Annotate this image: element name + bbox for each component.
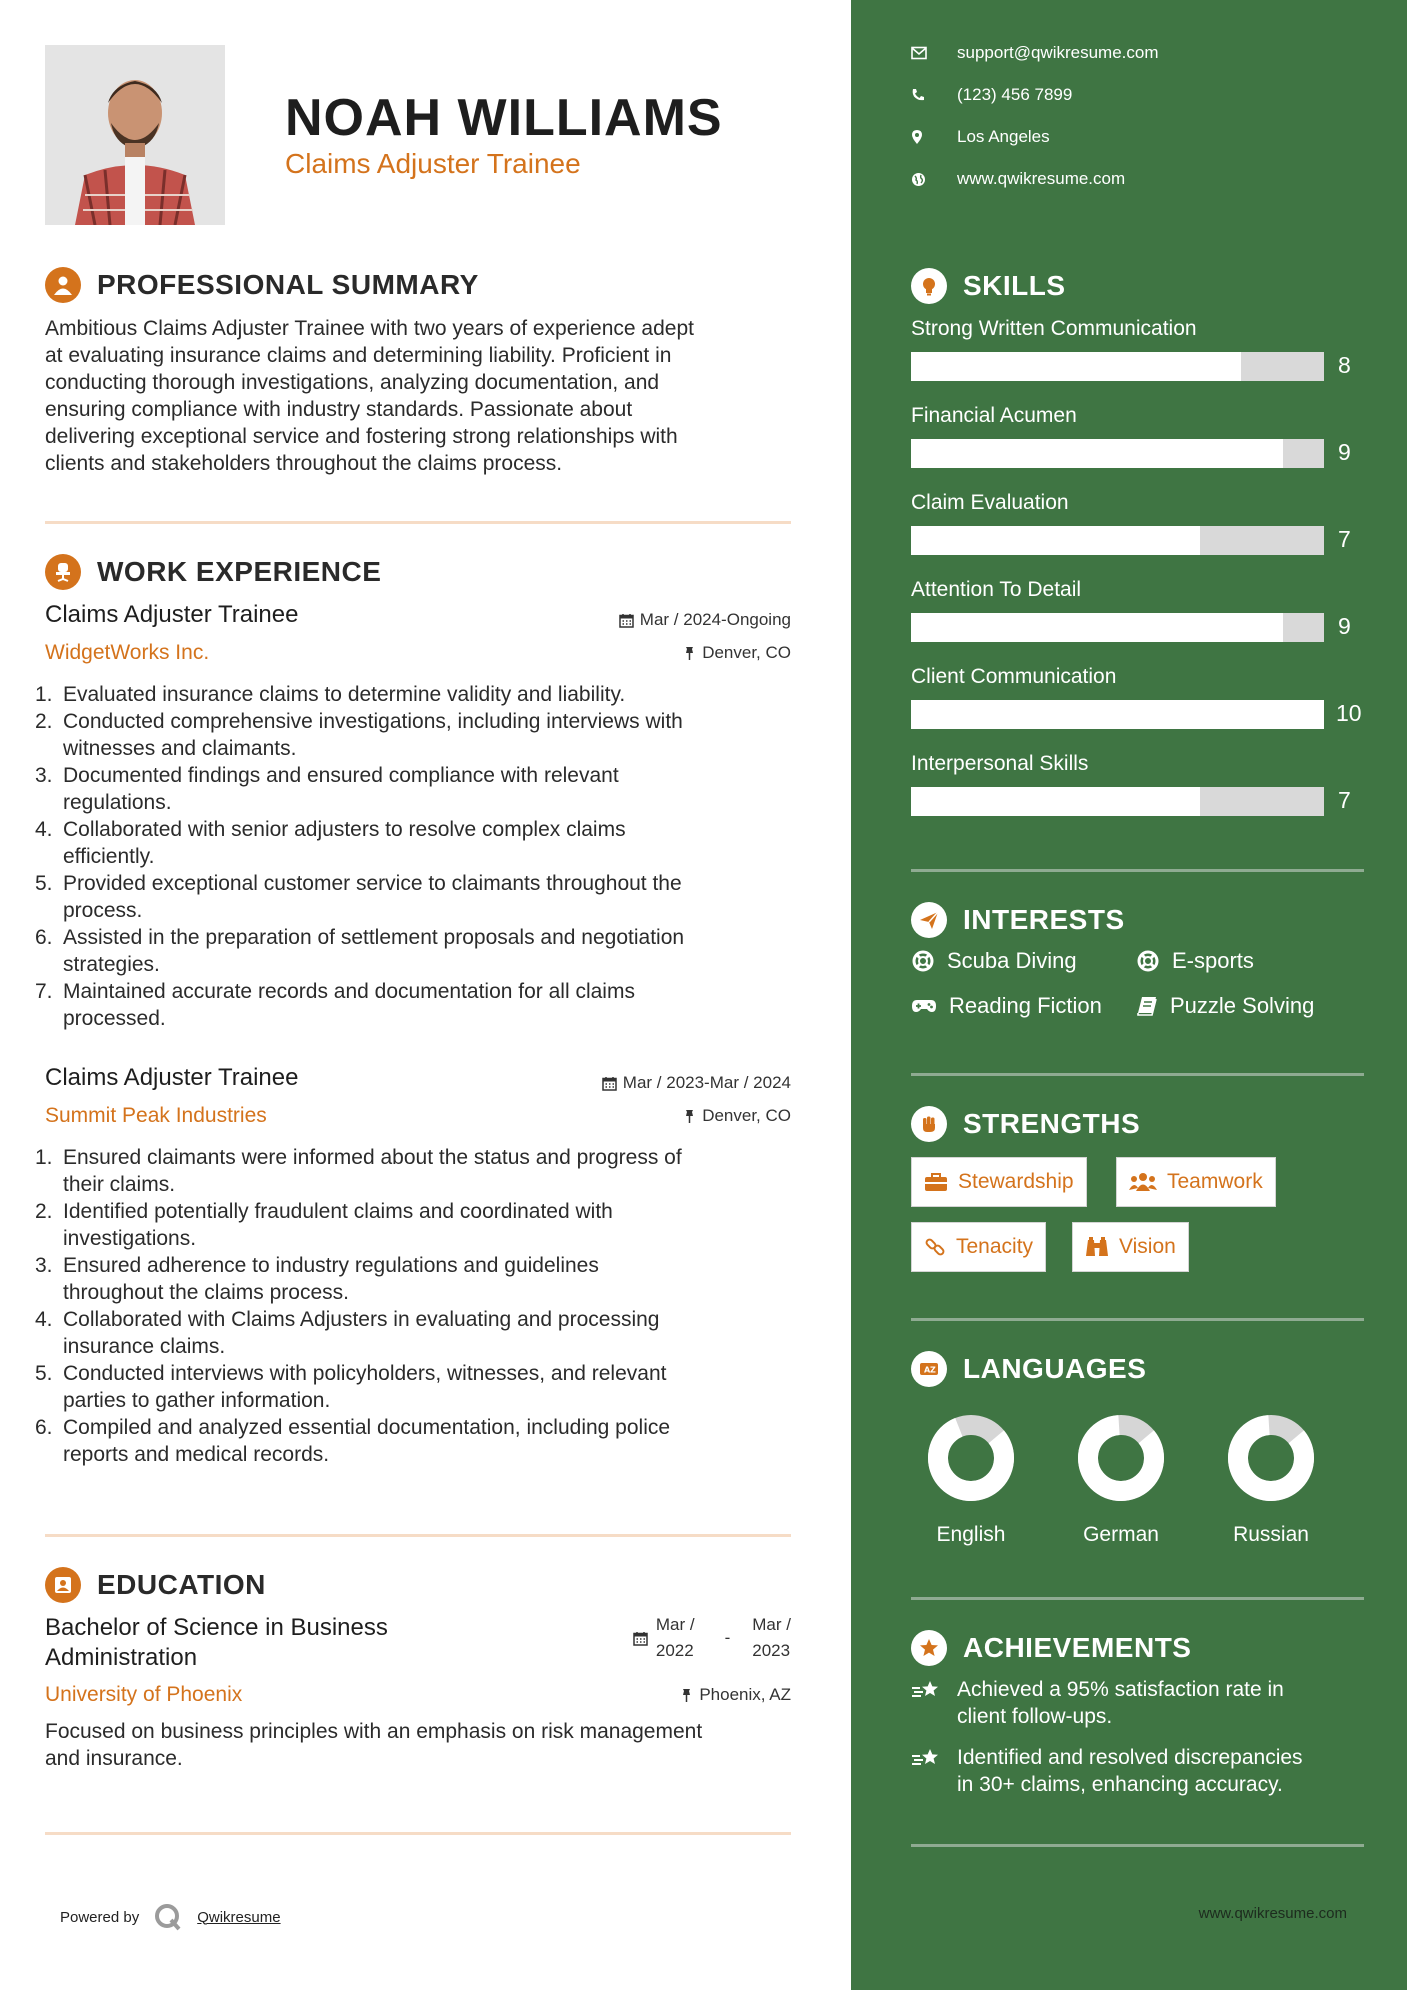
experience-header (45, 554, 381, 590)
achievement-line: Achieved a 95% satisfaction rate in (957, 1678, 1284, 1701)
svg-text:Z: Z (930, 1365, 936, 1375)
divider (911, 1318, 1364, 1321)
book-icon (1136, 995, 1158, 1017)
list-item: 6. Assisted in the preparation of settlement proposals and negotiation strategies. (35, 926, 685, 976)
paper-plane-icon (911, 902, 947, 938)
skill-bar-fill (911, 787, 1200, 816)
skills-heading: SKILLS (963, 270, 1066, 301)
education-location-text: Phoenix, AZ (699, 1685, 791, 1704)
list-item: 1. Evaluated insurance claims to determine validity and liability. (35, 683, 626, 706)
education-dates (633, 1612, 791, 1664)
job-duties (35, 681, 795, 1032)
education-end: Mar / 2023 (752, 1615, 791, 1660)
candidate-title: Claims Adjuster Trainee (285, 148, 581, 179)
job-company: Summit Peak Industries (45, 1104, 267, 1127)
list-item: 5. Provided exceptional customer service to claimants throughout the process. (35, 872, 682, 922)
achievements-header (911, 1630, 1191, 1666)
strength-label: Stewardship (958, 1170, 1074, 1193)
summary-header (45, 267, 479, 303)
language-name: English (936, 1523, 1006, 1546)
job-role: Claims Adjuster Trainee (45, 1064, 299, 1091)
list-item: 6. Compiled and analyzed essential documentation, including police reports and medical records. (35, 1416, 671, 1466)
degree-line: Administration (45, 1644, 198, 1671)
languages-heading: LANGUAGES (963, 1353, 1147, 1384)
skill-value: 10 (1336, 700, 1362, 726)
shooting-star-icon (911, 1678, 943, 1704)
job-dates (602, 1073, 791, 1093)
strength-label: Vision (1119, 1235, 1176, 1258)
list-item: 3. Documented findings and ensured compliance with relevant regulations. (35, 764, 619, 814)
experience-heading: WORK EXPERIENCE (97, 556, 382, 587)
achievement-line: in 30+ claims, enhancing accuracy. (957, 1773, 1283, 1796)
achievement-item (911, 1744, 1371, 1798)
strength-chip (1072, 1222, 1189, 1272)
language-item (1061, 1415, 1181, 1547)
job-duties (35, 1144, 795, 1468)
list-item: 3. Ensured adherence to industry regulations and guidelines throughout the claims process. (35, 1254, 599, 1304)
list-item: 4. Collaborated with senior adjusters to resolve complex claims efficiently. (35, 818, 626, 868)
user-icon (45, 267, 81, 303)
globe-icon (911, 172, 941, 187)
job-location (683, 643, 791, 663)
contact-website[interactable] (911, 169, 1125, 189)
summary-text (45, 315, 805, 477)
education-start: Mar / 2022 (655, 1615, 695, 1660)
profile-photo (45, 45, 225, 225)
footer-website[interactable]: www.qwikresume.com (1198, 1905, 1347, 1922)
candidate-name: NOAH WILLIAMS (285, 89, 723, 147)
education-degree (45, 1613, 388, 1673)
job-dates-text: Mar / 2023-Mar / 2024 (622, 1073, 791, 1092)
skill-value: 7 (1338, 526, 1351, 552)
skill-value: 8 (1338, 352, 1351, 378)
link-icon (924, 1236, 946, 1258)
chair-icon (45, 554, 81, 590)
interest-label: Puzzle Solving (1170, 993, 1315, 1018)
divider (45, 1832, 791, 1835)
shooting-star-icon (911, 1746, 943, 1772)
strengths-heading: STRENGTHS (963, 1108, 1141, 1139)
languages-header (911, 1351, 1146, 1387)
skill-bar (911, 613, 1324, 642)
achievement-line: Identified and resolved discrepancies (957, 1746, 1303, 1769)
powered-by-text: Powered by (60, 1908, 140, 1926)
skill-bar-fill (911, 352, 1241, 381)
skill-name: Client Communication (911, 665, 1117, 688)
interest-label: Reading Fiction (949, 993, 1102, 1018)
skill-value: 9 (1338, 439, 1351, 465)
svg-text:A: A (924, 1365, 931, 1375)
language-item (911, 1415, 1031, 1547)
language-name: Russian (1233, 1523, 1309, 1546)
envelope-icon (911, 46, 941, 60)
strength-chip (911, 1222, 1046, 1272)
achievement-item (911, 1676, 1371, 1730)
skill-name: Interpersonal Skills (911, 752, 1089, 775)
life-ring-icon (911, 949, 935, 973)
interest-item (911, 948, 1077, 974)
lightbulb-icon (911, 268, 947, 304)
interest-item (911, 993, 1102, 1019)
list-item: 4. Collaborated with Claims Adjusters in evaluating and processing insurance claims. (35, 1308, 660, 1358)
contact-location-text: Los Angeles (957, 127, 1050, 146)
skill-value: 7 (1338, 787, 1351, 813)
divider (911, 1597, 1364, 1600)
divider (911, 1844, 1364, 1847)
phone-icon (911, 88, 941, 102)
language-name: German (1083, 1523, 1159, 1546)
education-description (45, 1718, 805, 1772)
strength-label: Teamwork (1167, 1170, 1263, 1193)
education-desc-line: Focused on business principles with an emphasis on risk management (45, 1720, 703, 1743)
list-item: 7. Maintained accurate records and documentation for all claims processed. (35, 980, 635, 1030)
job-role: Claims Adjuster Trainee (45, 601, 299, 628)
summary-line: conducting thorough investigations, analyzing documentation, and (45, 371, 660, 394)
interests-header (911, 902, 1125, 938)
contact-phone[interactable] (911, 85, 1072, 105)
skill-bar (911, 526, 1324, 555)
list-item: 1. Ensured claimants were informed about the status and progress of their claims. (35, 1146, 682, 1196)
skill-bar (911, 700, 1324, 729)
skill-name: Financial Acumen (911, 404, 1077, 427)
date-separator: - (724, 1628, 731, 1647)
job-location-text: Denver, CO (702, 643, 791, 662)
pin-icon (680, 1688, 693, 1703)
translate-icon (911, 1351, 947, 1387)
skill-bar (911, 787, 1324, 816)
education-header (45, 1567, 266, 1603)
interest-item (1136, 993, 1314, 1019)
gamepad-icon (911, 996, 937, 1016)
contact-website-text: www.qwikresume.com (957, 169, 1126, 188)
divider (911, 1073, 1364, 1076)
qwikresume-logo-icon (153, 1902, 183, 1932)
interest-label: Scuba Diving (947, 948, 1077, 973)
skill-bar-fill (911, 439, 1283, 468)
contact-email-text: support@qwikresume.com (957, 43, 1159, 62)
divider (45, 1534, 791, 1537)
job-location-text: Denver, CO (702, 1106, 791, 1125)
summary-line: Ambitious Claims Adjuster Trainee with two years of experience adept (45, 317, 694, 340)
language-level-donut (1228, 1415, 1314, 1501)
qwikresume-link[interactable]: Qwikresume (197, 1908, 281, 1926)
skill-bar (911, 352, 1324, 381)
education-desc-line: and insurance. (45, 1747, 183, 1770)
interests-heading: INTERESTS (963, 904, 1125, 935)
summary-line: delivering exceptional service and fostering strong relationships with (45, 425, 678, 448)
skills-header (911, 268, 1066, 304)
contact-location (911, 127, 1050, 147)
summary-line: clients and stakeholders throughout the claims process. (45, 452, 563, 475)
summary-heading: PROFESSIONAL SUMMARY (97, 269, 479, 300)
skill-name: Claim Evaluation (911, 491, 1069, 514)
language-level-donut (1078, 1415, 1164, 1501)
calendar-icon (602, 1076, 617, 1091)
interest-label: E-sports (1172, 948, 1254, 973)
fist-icon (911, 1106, 947, 1142)
strength-chip (911, 1157, 1087, 1207)
list-item: 5. Conducted interviews with policyholders, witnesses, and relevant parties to gather information. (35, 1362, 667, 1412)
calendar-icon (633, 1631, 648, 1646)
skill-bar-fill (911, 700, 1324, 729)
graduate-icon (45, 1567, 81, 1603)
summary-line: at evaluating insurance claims and determining liability. Proficient in (45, 344, 672, 367)
calendar-icon (619, 613, 634, 628)
divider (45, 521, 791, 524)
summary-line: ensuring compliance with industry standards. Passionate about (45, 398, 633, 421)
degree-line: Bachelor of Science in Business (45, 1614, 388, 1641)
life-ring-icon (1136, 949, 1160, 973)
powered-by (60, 1902, 281, 1932)
strength-chip (1116, 1157, 1276, 1207)
divider (911, 869, 1364, 872)
skill-name: Strong Written Communication (911, 317, 1197, 340)
users-icon (1129, 1172, 1157, 1192)
skill-bar-fill (911, 526, 1200, 555)
list-item: 2. Identified potentially fraudulent claims and coordinated with investigations. (35, 1200, 613, 1250)
strength-label: Tenacity (956, 1235, 1034, 1258)
map-marker-icon (911, 129, 941, 145)
strengths-header (911, 1106, 1140, 1142)
language-item (1211, 1415, 1331, 1547)
interest-item (1136, 948, 1254, 974)
education-location (680, 1685, 791, 1705)
contact-phone-text: (123) 456 7899 (957, 85, 1073, 104)
achievement-line: client follow-ups. (957, 1705, 1113, 1728)
contact-email[interactable] (911, 43, 1159, 63)
achievements-heading: ACHIEVEMENTS (963, 1632, 1192, 1663)
skill-bar-fill (911, 613, 1283, 642)
job-dates-text: Mar / 2024-Ongoing (639, 610, 791, 629)
list-item: 2. Conducted comprehensive investigations, including interviews with witnesses and claimants. (35, 710, 683, 760)
job-location (683, 1106, 791, 1126)
job-company: WidgetWorks Inc. (45, 641, 210, 664)
star-badge-icon (911, 1630, 947, 1666)
skill-name: Attention To Detail (911, 578, 1082, 601)
binoculars-icon (1085, 1236, 1109, 1258)
pin-icon (683, 646, 696, 661)
job-dates (619, 610, 791, 630)
skill-value: 9 (1338, 613, 1351, 639)
skill-bar (911, 439, 1324, 468)
education-school: University of Phoenix (45, 1683, 243, 1706)
language-level-donut (928, 1415, 1014, 1501)
education-heading: EDUCATION (97, 1569, 266, 1600)
briefcase-icon (924, 1172, 948, 1192)
pin-icon (683, 1109, 696, 1124)
